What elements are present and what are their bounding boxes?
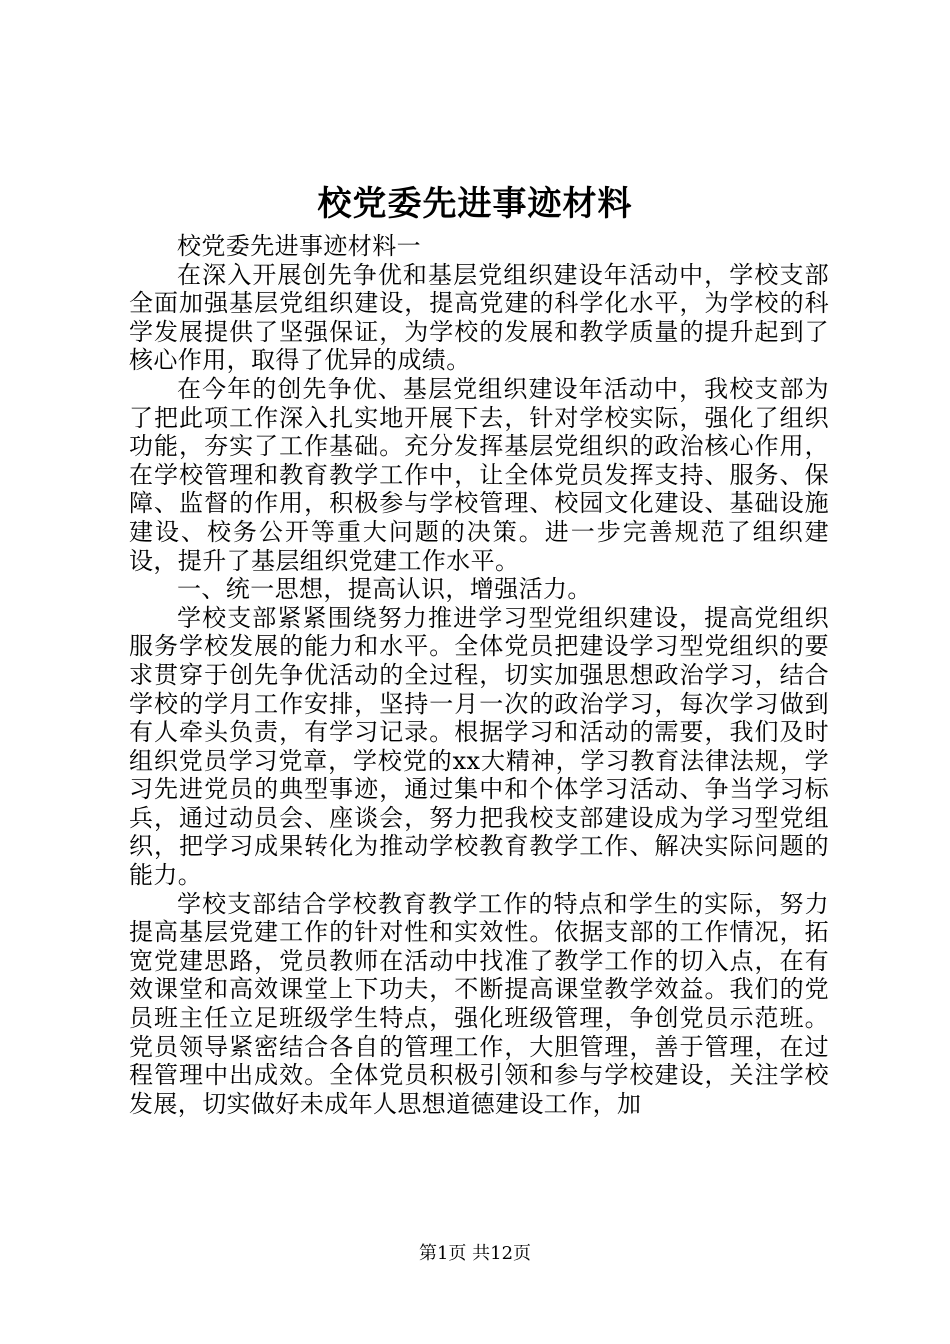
section-heading: 一、统一思想，提高认识，增强活力。 xyxy=(177,575,592,604)
document-body xyxy=(129,232,829,1118)
paragraph: 校党委先进事迹材料一 xyxy=(177,232,421,260)
paragraph: 在今年的创先争优、基层党组织建设年活动中，我校支部为了把此项工作深入扎实地开展下去，针对学校实际，强化了组织功能，夯实了工作基础。充分发挥基层党组织的政治核心作用，在学校管理和教育教学工作中，让全体党员发挥支持、服务、保障、监督的作用，积极参与学校管理、校园文化建设、基础设施建设、校务公开等重大问题的决策。进一步完善规范了组织建设，提升了基层组织党建工作水平。 xyxy=(129,374,829,575)
paragraph: 学校支部紧紧围绕努力推进学习型党组织建设，提高党组织服务学校发展的能力和水平。全体党员把建设学习型党组织的要求贯穿于创先争优活动的全过程，切实加强思想政治学习，结合学校的学月工作安排，坚持一月一次的政治学习，每次学习做到有人牵头负责，有学习记录。根据学习和活动的需要，我们及时组织党员学习党章，学校党的xx大精神，学习教育法律法规，学习先进党员的典型事迹，通过集中和个体学习活动、争当学习标兵，通过动员会、座谈会，努力把我校支部建设成为学习型党组织，把学习成果转化为推动学校教育教学工作、解决实际问题的能力。 xyxy=(129,603,829,890)
paragraph: 在深入开展创先争优和基层党组织建设年活动中，学校支部全面加强基层党组织建设，提高党建的科学化水平，为学校的科学发展提供了坚强保证，为学校的发展和教学质量的提升起到了核心作用，取得了优异的成绩。 xyxy=(129,260,829,375)
page-number: 第1页 共12页 xyxy=(418,1243,532,1264)
document-title: 校党委先进事迹材料 xyxy=(317,184,633,224)
paragraph: 学校支部结合学校教育教学工作的特点和学生的实际，努力提高基层党建工作的针对性和实效性。依据支部的工作情况，拓宽党建思路，党员教师在活动中找准了教学工作的切入点，在有效课堂和高效课堂上下功夫，不断提高课堂教学效益。我们的党员班主任立足班级学生特点，强化班级管理，争创党员示范班。党员领导紧密结合各自的管理工作，大胆管理，善于管理，在过程管理中出成效。全体党员积极引领和参与学校建设，关注学校发展，切实做好未成年人思想道德建设工作，加 xyxy=(129,889,829,1118)
